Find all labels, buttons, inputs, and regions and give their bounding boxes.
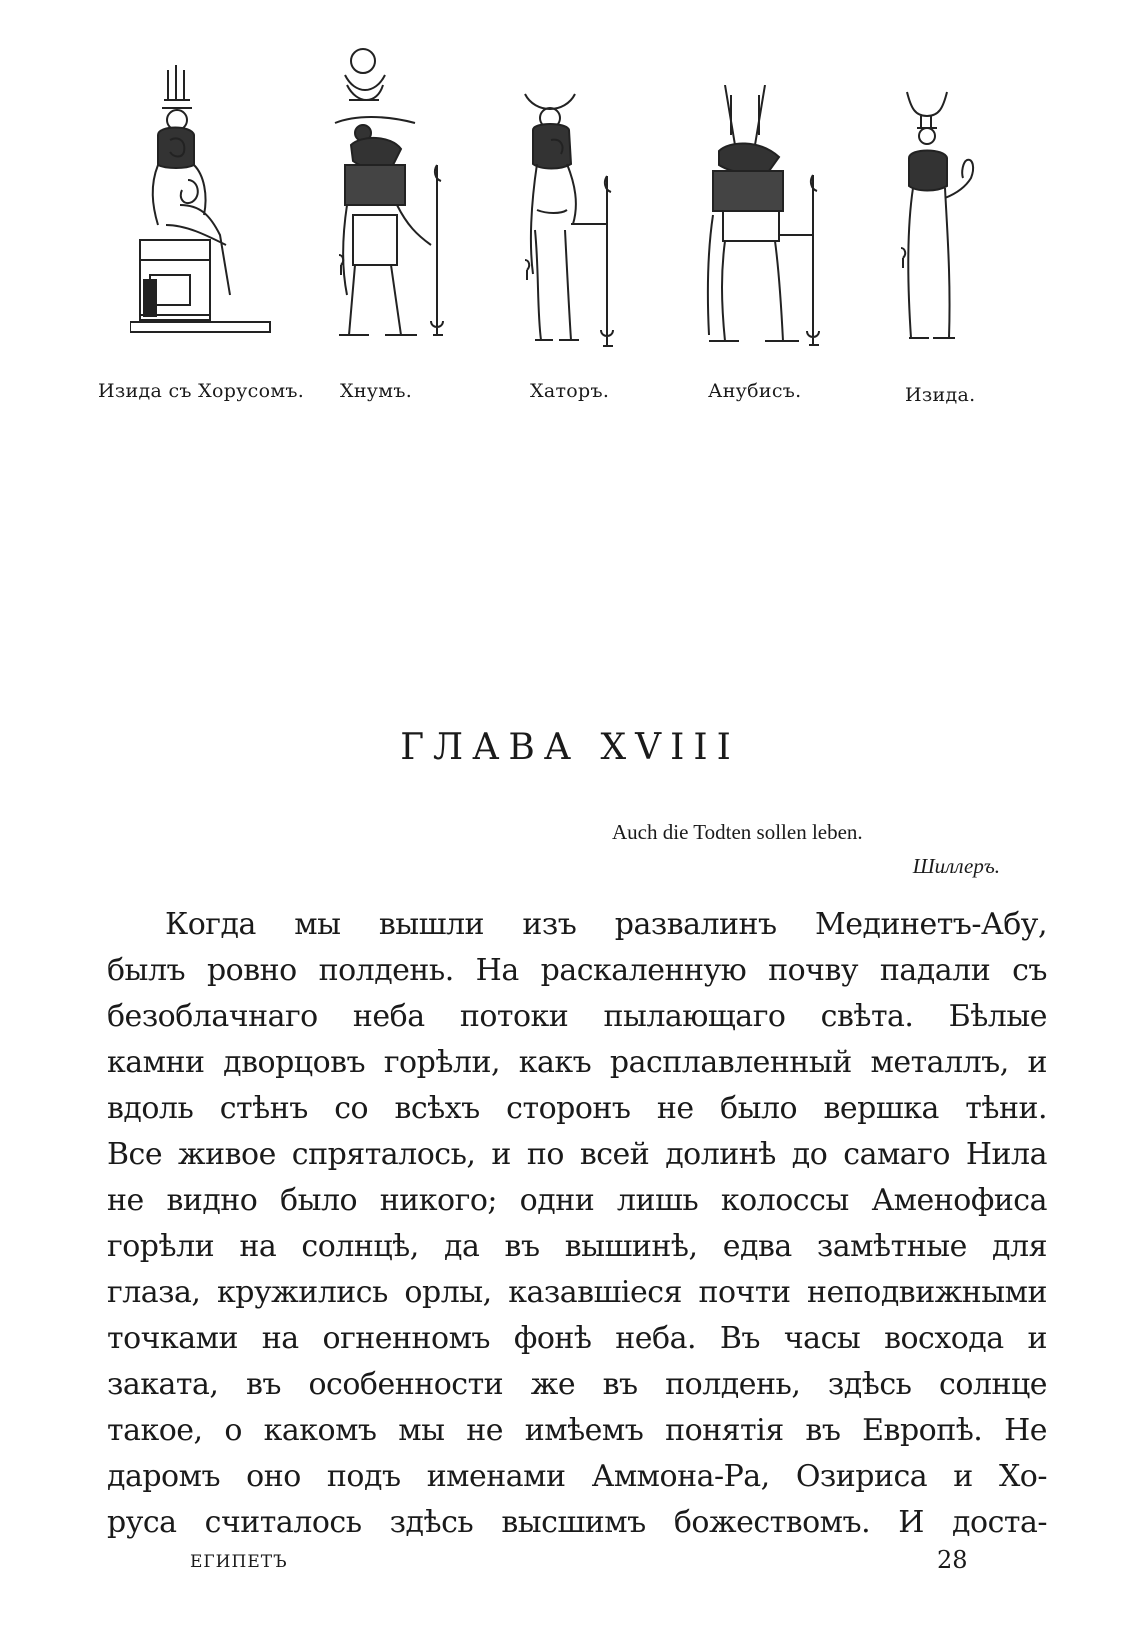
- isis-figure: [895, 88, 995, 350]
- text-line: такое, о какомъ мы не имѣемъ понятія въ Европѣ. Не: [107, 1413, 1047, 1448]
- text-line: безоблачнаго неба потоки пылающаго свѣта. Бѣлые: [107, 999, 1047, 1034]
- text-line: горѣли на солнцѣ, да въ вышинѣ, едва замѣтные для: [107, 1229, 1047, 1264]
- text-line: точками на огненномъ фонѣ неба. Въ часы восхода и: [107, 1321, 1047, 1356]
- khnum-figure: [325, 45, 455, 345]
- text-line: руса считалось здѣсь высшимъ божествомъ. И доста-: [107, 1505, 1047, 1540]
- hathor-figure: [515, 90, 625, 352]
- epigraph-text: Auch die Todten sollen leben.: [612, 820, 863, 844]
- text-line: Когда мы вышли изъ развалинъ Мединетъ-Абу,: [165, 907, 1047, 942]
- text-line: даромъ оно подъ именами Аммона-Ра, Озириса и Хо-: [107, 1459, 1047, 1494]
- caption-khnum: Хнумъ.: [340, 380, 413, 402]
- caption-isis-with-horus: Изида съ Хорусомъ.: [98, 380, 305, 402]
- caption-isis: Изида.: [905, 384, 976, 406]
- text-line: Все живое спряталось, и по всей долинѣ до самаго Нила: [107, 1137, 1047, 1172]
- anubis-figure: [695, 85, 835, 355]
- page-number: 28: [937, 1546, 968, 1574]
- epigraph-author: Шиллеръ.: [912, 854, 1000, 878]
- text-line: глаза, кружились орлы, казавшіеся почти неподвижными: [107, 1275, 1047, 1310]
- chapter-title: ГЛАВА XVIII: [400, 727, 740, 768]
- text-line: заката, въ особенности же въ полдень, здѣсь солнце: [107, 1367, 1047, 1402]
- isis-with-horus-figure: [130, 60, 280, 340]
- text-line: не видно было никого; одни лишь колоссы Аменофиса: [107, 1183, 1047, 1218]
- caption-anubis: Анубисъ.: [708, 380, 802, 402]
- running-title: ЕГИПЕТЪ: [190, 1552, 288, 1572]
- text-line: вдоль стѣнъ со всѣхъ сторонъ не было вершка тѣни.: [107, 1091, 1047, 1126]
- text-line: камни дворцовъ горѣли, какъ расплавленный металлъ, и: [107, 1045, 1047, 1080]
- illustration-row: [0, 0, 1140, 420]
- text-line: былъ ровно полдень. На раскаленную почву падали съ: [107, 953, 1047, 988]
- caption-hathor: Хаторъ.: [530, 380, 610, 402]
